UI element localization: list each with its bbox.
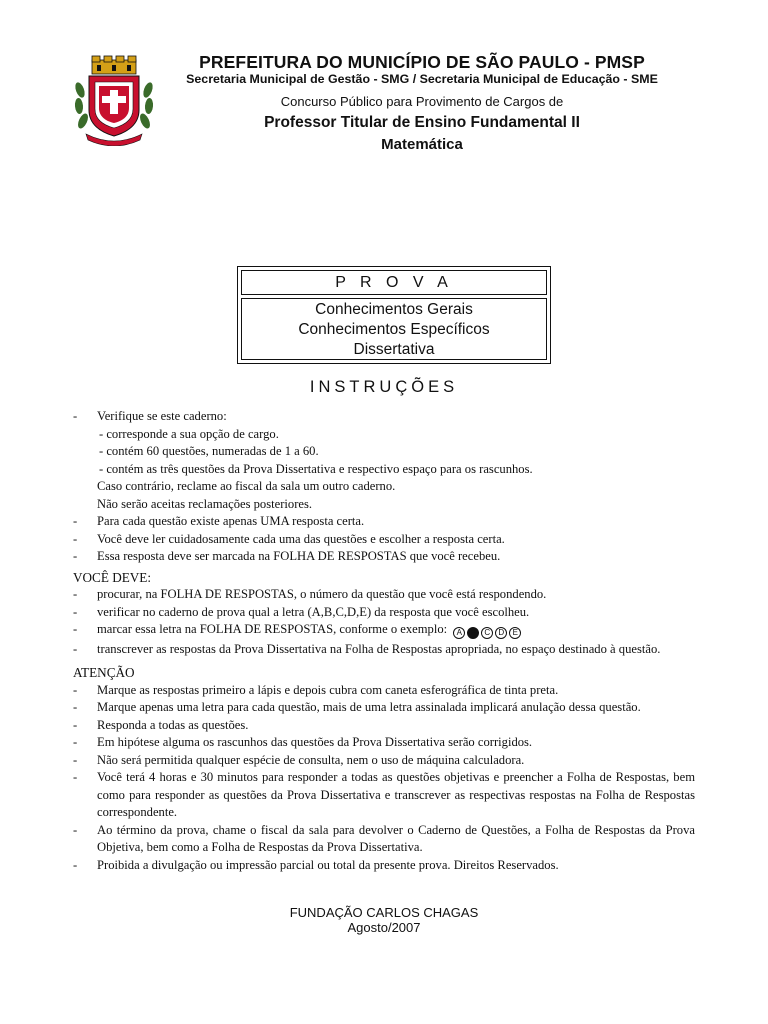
bubble-d-icon: D [495, 627, 507, 639]
instruction-text: Responda a todas as questões. [97, 717, 249, 732]
instruction-text: Ao término da prova, chame o fiscal da sala para devolver o Caderno de Questões, a Folha de Respostas da Prova Objetiva, bem como a Folha de Respostas da Prova Dissertativa. [97, 822, 695, 854]
header-title: PREFEITURA DO MUNICÍPIO DE SÃO PAULO - PMSP [199, 52, 645, 72]
atencao-item [73, 857, 695, 875]
dash-bullet: - [73, 587, 78, 601]
dash-bullet: - [73, 735, 78, 749]
atencao-item [73, 734, 695, 752]
voce-deve-heading: VOCÊ DEVE: [73, 569, 152, 585]
header-cargo: Professor Titular de Ensino Fundamental II [264, 114, 580, 131]
atencao-item [73, 717, 695, 735]
instruction-text: Proibida a divulgação ou impressão parcial ou total da presente prova. Direitos Reservados. [97, 857, 559, 872]
bubble-a-icon: A [453, 627, 465, 639]
instruction-item [73, 531, 695, 549]
instruction-item [73, 513, 695, 531]
instruction-text: verificar no caderno de prova qual a letra (A,B,C,D,E) da resposta que você escolheu. [97, 604, 530, 619]
instruction-subitem: - corresponde a sua opção de cargo. [99, 426, 279, 441]
instruction-text: Essa resposta deve ser marcada na FOLHA DE RESPOSTAS que você recebeu. [97, 549, 501, 563]
footer [0, 905, 768, 935]
instruction-item [73, 548, 695, 566]
instruction-continuation: Não serão aceitas reclamações posteriores. [97, 496, 313, 511]
instruction-text: Verifique se este caderno: [97, 409, 227, 423]
instruction-text: procurar, na FOLHA DE RESPOSTAS, o número da questão que você está respondendo. [97, 587, 547, 601]
dash-bullet: - [73, 700, 78, 714]
dash-bullet: - [73, 514, 78, 528]
instruction-text: Marque apenas uma letra para cada questão, mais de uma letra assinalada implicará anulação dessa questão. [97, 700, 641, 714]
sao-paulo-coat-of-arms-icon [72, 54, 156, 146]
atencao-item [73, 822, 695, 857]
bubble-e-icon: E [509, 627, 521, 639]
dash-bullet: - [73, 549, 78, 563]
instruction-text: marcar essa letra na FOLHA DE RESPOSTAS, conforme o exemplo: [97, 622, 448, 636]
dash-bullet: - [73, 409, 78, 423]
instructions-body [73, 408, 695, 874]
dash-bullet: - [73, 717, 78, 732]
instruction-text: Você terá 4 horas e 30 minutos para responder a todas as questões objetivas e preencher a Folha de Respostas, bem como para responder as questões da Prova Dissertativa e transcrever as respectivas respostas na Folha de Respostas correspondente. [97, 770, 695, 819]
atencao-item [73, 699, 695, 717]
dash-bullet: - [73, 604, 78, 619]
instruction-text: Você deve ler cuidadosamente cada uma das questões e escolher a resposta certa. [97, 531, 505, 546]
footer-date: Agosto/2007 [347, 920, 421, 935]
atencao-heading: ATENÇÃO [73, 665, 135, 680]
atencao-item [73, 682, 695, 700]
answer-example-bubbles [453, 623, 523, 641]
instruction-subitem: - contém as três questões da Prova Dissertativa e respectivo espaço para os rascunhos. [99, 461, 533, 476]
dash-bullet: - [73, 531, 78, 546]
instruction-subitem: - contém 60 questões, numeradas de 1 a 60. [99, 444, 319, 458]
dash-bullet: - [73, 857, 78, 872]
dash-bullet: - [73, 752, 78, 767]
instruction-item [73, 408, 695, 426]
voce-deve-item [73, 604, 695, 622]
dash-bullet: - [73, 770, 78, 784]
dash-bullet: - [73, 641, 78, 656]
bubble-c-icon: C [481, 627, 493, 639]
instruction-text: Em hipótese alguma os rascunhos das questões da Prova Dissertativa serão corrigidos. [97, 735, 533, 749]
voce-deve-item [73, 586, 695, 604]
atencao-item [73, 752, 695, 770]
instruction-text: Para cada questão existe apenas UMA resposta certa. [97, 514, 365, 528]
dash-bullet: - [73, 682, 78, 697]
header-disciplina: Matemática [381, 136, 463, 153]
instruction-text: Não será permitida qualquer espécie de consulta, nem o uso de máquina calculadora. [97, 752, 525, 767]
instructions-title: INSTRUÇÕES [309, 378, 459, 396]
voce-deve-item [73, 641, 695, 659]
prova-box [237, 266, 551, 364]
atencao-item [73, 769, 695, 822]
bubble-b-filled-icon: B [467, 627, 479, 639]
instruction-continuation: Caso contrário, reclame ao fiscal da sala um outro caderno. [97, 479, 396, 493]
prova-items [241, 298, 547, 360]
prova-title: P R O V A [241, 270, 547, 295]
prova-item: Conhecimentos Específicos [298, 321, 490, 338]
header-concurso: Concurso Público para Provimento de Cargos de [280, 94, 564, 109]
prova-item: Conhecimentos Gerais [315, 301, 473, 318]
footer-org: FUNDAÇÃO CARLOS CHAGAS [289, 905, 479, 920]
voce-deve-item [73, 621, 695, 641]
crown-icon [92, 56, 136, 74]
dash-bullet: - [73, 622, 78, 636]
instruction-text: transcrever as respostas da Prova Dissertativa na Folha de Respostas apropriada, no espaço destinado à questão. [97, 641, 661, 656]
header-secretaria: Secretaria Municipal de Gestão - SMG / Secretaria Municipal de Educação - SME [186, 72, 658, 86]
dash-bullet: - [73, 822, 78, 837]
prova-item: Dissertativa [353, 341, 435, 358]
instruction-text: Marque as respostas primeiro a lápis e depois cubra com caneta esferográfica de tinta preta. [97, 682, 559, 697]
